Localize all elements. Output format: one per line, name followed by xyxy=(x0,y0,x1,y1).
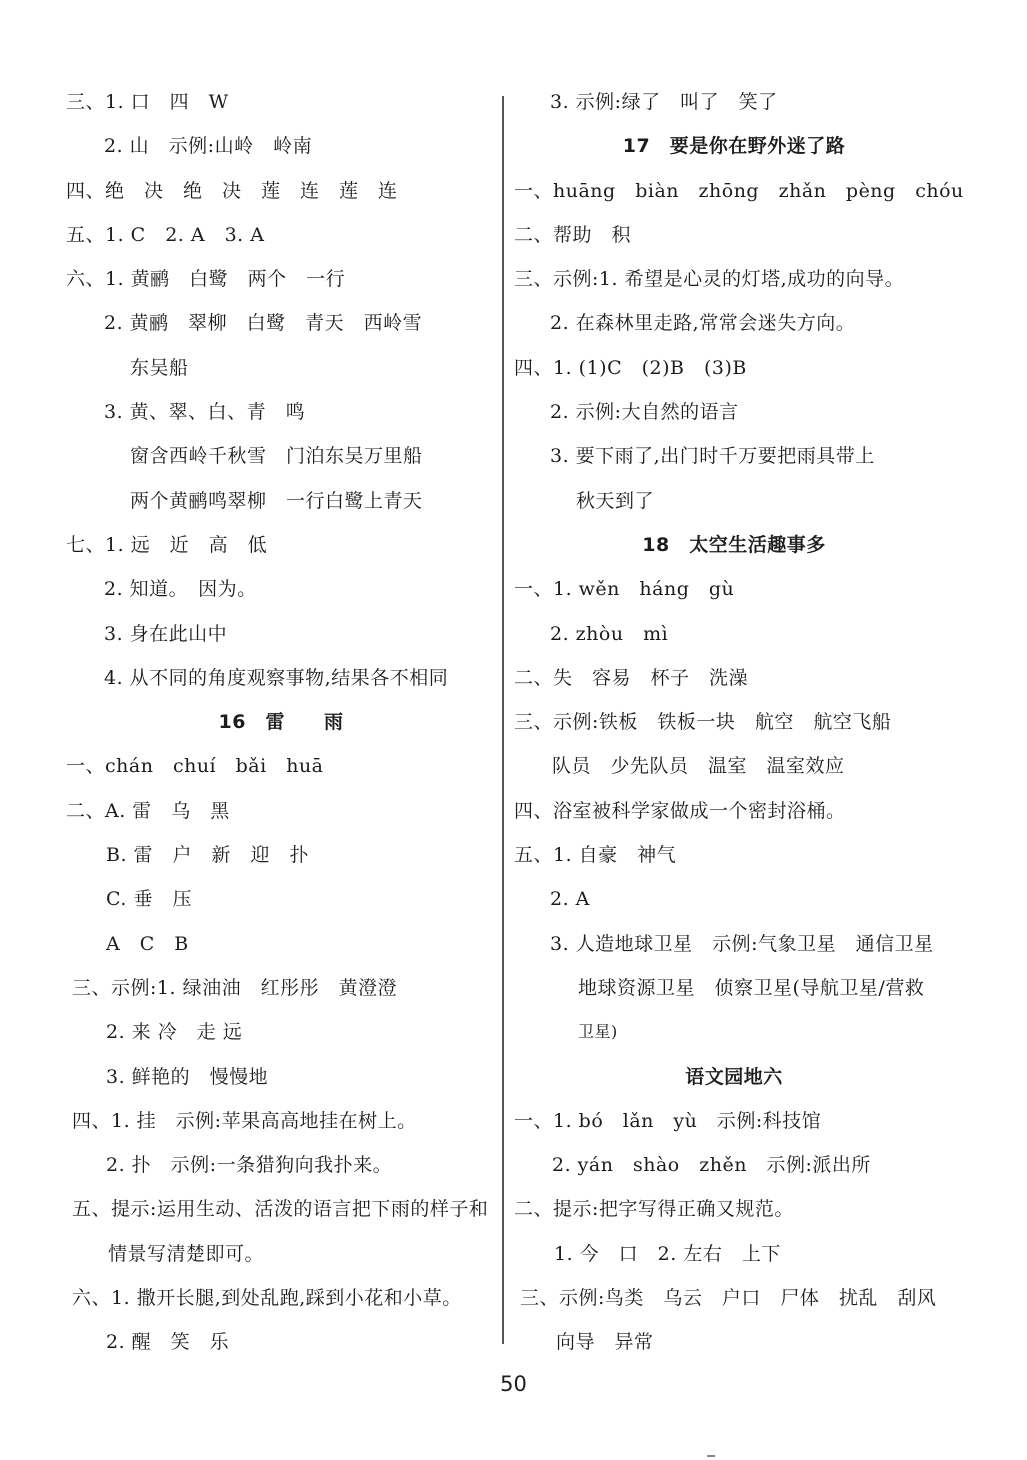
section-heading: 17 要是你在野外迷了路 xyxy=(622,135,846,158)
answer-line: 三、示例:鸟类 乌云 户口 尸体 扰乱 刮风 xyxy=(520,1287,937,1310)
answer-line: 一、chán chuí bǎi huā xyxy=(66,755,324,778)
answer-line: 2. 知道。 因为。 xyxy=(104,578,257,601)
answer-line: 3. 人造地球卫星 示例:气象卫星 通信卫星 xyxy=(550,932,934,955)
answer-line: 二、失 容易 杯子 洗澡 xyxy=(514,666,749,689)
answer-line: 四、浴室被科学家做成一个密封浴桶。 xyxy=(514,799,846,822)
answer-line: 2. 示例:大自然的语言 xyxy=(550,401,739,424)
answer-line: 2. 醒 笑 乐 xyxy=(106,1331,230,1354)
answer-line: 六、1. 撒开长腿,到处乱跑,踩到小花和小草。 xyxy=(72,1287,462,1310)
answer-line: 东吴船 xyxy=(130,356,189,379)
print-mark xyxy=(707,1455,715,1457)
answer-line: 秋天到了 xyxy=(576,489,655,512)
answer-line: 1. 今 口 2. 左右 上下 xyxy=(554,1242,781,1265)
section-heading: 语文园地六 xyxy=(685,1065,783,1088)
answer-line: 六、1. 黄鹂 白鹭 两个 一行 xyxy=(66,268,346,291)
answer-line: 队员 少先队员 温室 温室效应 xyxy=(552,755,845,778)
answer-line: 三、示例:铁板 铁板一块 航空 航空飞船 xyxy=(514,711,892,734)
answer-line: 2. zhòu mì xyxy=(550,622,669,645)
answer-line: 3. 要下雨了,出门时千万要把雨具带上 xyxy=(550,445,875,468)
answer-line: 一、1. bó lǎn yù 示例:科技馆 xyxy=(514,1109,822,1132)
answer-line: 四、1. 挂 示例:苹果高高地挂在树上。 xyxy=(72,1109,417,1132)
answer-line: 3. 身在此山中 xyxy=(104,622,228,645)
answer-line: 窗含西岭千秋雪 门泊东吴万里船 xyxy=(130,445,423,468)
answer-line: 2. 山 示例:山岭 岭南 xyxy=(104,135,313,158)
answer-line: 3. 示例:绿了 叫了 笑了 xyxy=(550,91,778,113)
answer-line: A C B xyxy=(106,932,189,955)
answer-line: 向导 异常 xyxy=(556,1331,654,1354)
answer-line: 三、示例:1. 绿油油 红彤彤 黄澄澄 xyxy=(72,976,398,999)
left-answer-column xyxy=(66,80,496,1365)
page-number: 50 xyxy=(500,1372,527,1396)
answer-line: 五、1. 自豪 神气 xyxy=(514,844,677,867)
answer-line: 一、1. wěn háng gù xyxy=(514,578,735,601)
answer-line: 2. 来 冷 走 远 xyxy=(106,1021,243,1044)
answer-line: 情景写清楚即可。 xyxy=(108,1242,265,1265)
answer-line: 三、示例:1. 希望是心灵的灯塔,成功的向导。 xyxy=(514,268,905,291)
answer-line: 4. 从不同的角度观察事物,结果各不相同 xyxy=(104,666,449,689)
answer-line: 四、绝 决 绝 决 莲 连 莲 连 xyxy=(66,179,398,202)
section-heading: 16 雷 雨 xyxy=(218,711,344,734)
answer-line: 五、提示:运用生动、活泼的语言把下雨的样子和 xyxy=(72,1198,489,1221)
answer-line: 2. 扑 示例:一条猎狗向我扑来。 xyxy=(106,1154,393,1177)
answer-line: 2. 黄鹂 翠柳 白鹭 青天 西岭雪 xyxy=(104,312,423,335)
answer-line: 二、A. 雷 乌 黑 xyxy=(66,799,230,822)
answer-line: 二、提示:把字写得正确又规范。 xyxy=(514,1198,794,1221)
answer-line: 卫星) xyxy=(578,1022,618,1042)
answer-line: 2. 在森林里走路,常常会迷失方向。 xyxy=(550,312,856,335)
answer-line: 2. yán shào zhěn 示例:派出所 xyxy=(552,1154,871,1177)
answer-line: 地球资源卫星 侦察卫星(导航卫星/营救 xyxy=(578,976,925,999)
answer-line: 四、1. (1)C (2)B (3)B xyxy=(514,356,747,379)
answer-line: 两个黄鹂鸣翠柳 一行白鹭上青天 xyxy=(130,489,423,512)
right-answer-column xyxy=(514,80,964,1365)
answer-line: C. 垂 压 xyxy=(106,888,192,911)
answer-line: 七、1. 远 近 高 低 xyxy=(66,533,268,556)
answer-line: 3. 鲜艳的 慢慢地 xyxy=(106,1065,269,1088)
answer-line: 3. 黄、翠、白、青 鸣 xyxy=(104,401,306,424)
answer-line: 二、帮助 积 xyxy=(514,223,632,246)
answer-line: B. 雷 户 新 迎 扑 xyxy=(106,844,310,867)
answer-line: 五、1. C 2. A 3. A xyxy=(66,223,265,246)
section-heading: 18 太空生活趣事多 xyxy=(642,533,826,556)
answer-line: 2. A xyxy=(550,888,590,911)
answer-line: 三、1. 口 四 W xyxy=(66,91,229,113)
column-divider xyxy=(502,96,504,1344)
answer-line: 一、huāng biàn zhōng zhǎn pèng chóu xyxy=(514,179,964,202)
